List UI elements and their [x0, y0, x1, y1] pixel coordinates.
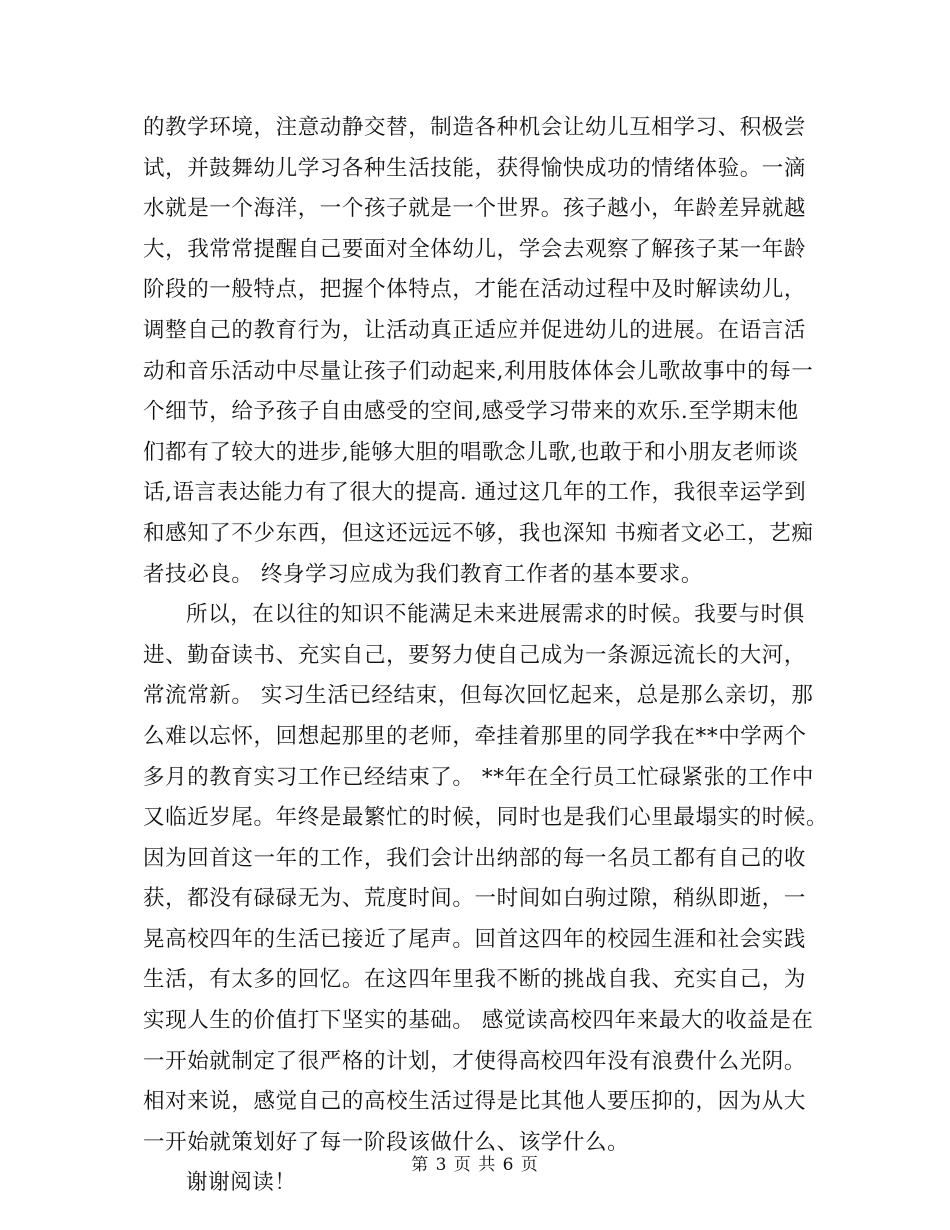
- text-line: 晃高校四年的生活已接近了尾声。回首这四年的校园生涯和社会实践: [143, 926, 807, 952]
- text-line: 个细节，给予孩子自由感受的空间,感受学习带来的欢乐.至学期末他: [143, 399, 799, 425]
- text-line: 和感知了不少东西，但这还远远不够，我也深知 书痴者文必工，艺痴: [143, 520, 814, 546]
- page-number-footer: 第 3 页 共 6 页: [411, 1155, 539, 1175]
- body-text: [143, 108, 829, 1204]
- text-line: 多月的教育实习工作已经结束了。 **年在全行员工忙碌紧张的工作中: [143, 764, 815, 790]
- text-line: 又临近岁尾。年终是最繁忙的时候，同时也是我们心里最塌实的时候。: [143, 805, 829, 831]
- text-line: 阶段的一般特点，把握个体特点，才能在活动过程中及时解读幼儿，: [143, 277, 807, 303]
- text-line: 试，并鼓舞幼儿学习各种生活技能，获得愉快成功的情绪体验。一滴: [143, 155, 807, 181]
- text-line: 一开始就策划好了每一阶段该做什么、该学什么。: [143, 1129, 630, 1155]
- text-line: 一开始就制定了很严格的计划，才使得高校四年没有浪费什么光阴。: [143, 1048, 807, 1074]
- text-line: 调整自己的教育行为，让活动真正适应并促进幼儿的进展。在语言活: [143, 317, 807, 343]
- text-line: 动和音乐活动中尽量让孩子们动起来,利用肢体体会儿歌故事中的每一: [143, 358, 814, 384]
- text-line: 们都有了较大的进步,能够大胆的唱歌念儿歌,也敢于和小朋友老师谈: [143, 439, 799, 465]
- text-line: 水就是一个海洋，一个孩子就是一个世界。孩子越小，年龄差异就越: [143, 196, 807, 222]
- text-line: 的教学环境，注意动静交替，制造各种机会让幼儿互相学习、积极尝: [143, 115, 807, 140]
- text-line: 常流常新。 实习生活已经结束，但每次回忆起来，总是那么亲切，那: [143, 683, 814, 709]
- text-line: 因为回首这一年的工作，我们会计出纳部的每一名员工都有自己的收: [143, 845, 807, 871]
- text-line: 进、勤奋读书、充实自己，要努力使自己成为一条源远流长的大河，: [143, 642, 807, 668]
- paragraph-start-line: 所以，在以往的知识不能满足未来进展需求的时候。我要与时俱: [186, 602, 805, 628]
- text-line: 话,语言表达能力有了很大的提高. 通过这几年的工作，我很幸运学到: [143, 480, 807, 506]
- text-line: 大，我常常提醒自己要面对全体幼儿，学会去观察了解孩子某一年龄: [143, 236, 807, 262]
- text-line: 者技必良。 终身学习应成为我们教育工作者的基本要求。: [143, 561, 703, 587]
- text-line: 么难以忘怀，回想起那里的老师，牵挂着那里的同学我在**中学两个: [143, 723, 807, 749]
- closing-line: 谢谢阅读！: [186, 1170, 297, 1196]
- text-line: 获，都没有碌碌无为、荒度时间。一时间如白驹过隙，稍纵即逝，一: [143, 886, 807, 912]
- text-line: 生活，有太多的回忆。在这四年里我不断的挑战自我、充实自己，为: [143, 967, 807, 993]
- text-line: 相对来说，感觉自己的高校生活过得是比其他人要压抑的，因为从大: [143, 1089, 807, 1115]
- text-line: 实现人生的价值打下坚实的基础。 感觉读高校四年来最大的收益是在: [143, 1008, 814, 1034]
